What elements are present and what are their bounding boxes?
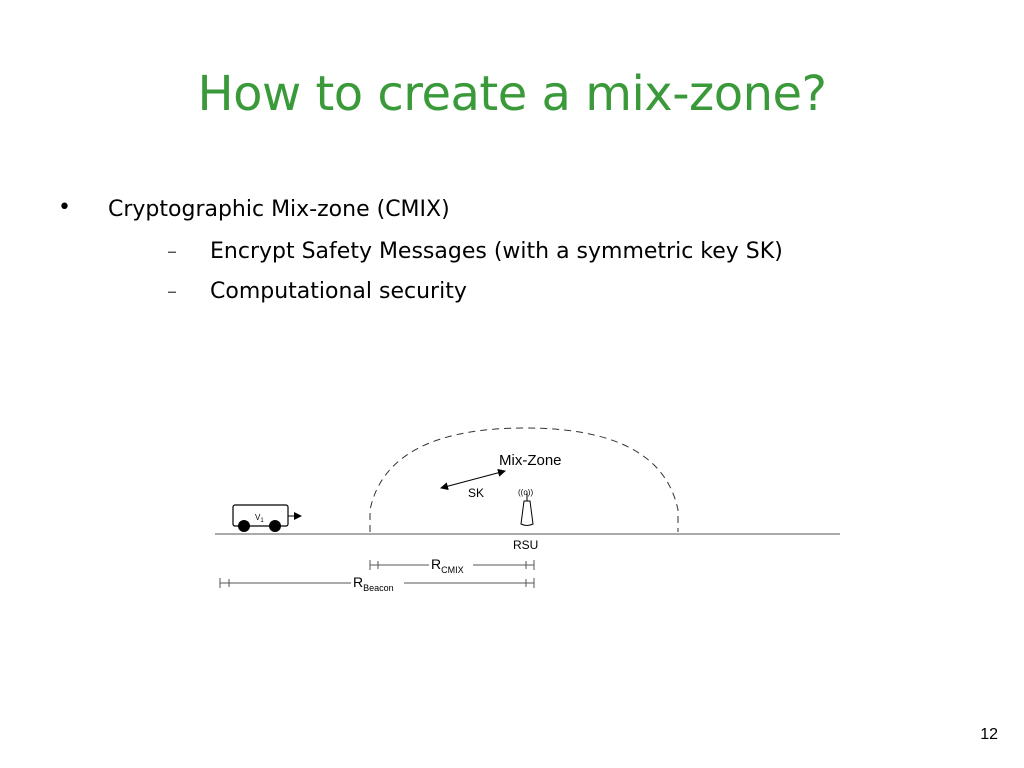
sub-bullet-marker: – — [167, 279, 177, 303]
rsu-signal-waves: ((o)) — [518, 488, 534, 497]
sub-bullet-marker: – — [167, 239, 177, 263]
mix-zone-label: Mix-Zone — [499, 452, 562, 469]
vehicle-icon — [233, 505, 301, 532]
bullet-marker: • — [58, 195, 71, 220]
r-beacon-label-base: R — [353, 574, 364, 590]
page-number: 12 — [980, 726, 998, 743]
vehicle-label-base: V — [255, 513, 261, 522]
bullet-cmix: Cryptographic Mix-zone (CMIX) — [108, 197, 450, 222]
r-cmix-label-sub: CMIX — [441, 565, 464, 575]
vehicle-label-sub: 1 — [260, 518, 264, 524]
slide-title: How to create a mix-zone? — [197, 66, 827, 122]
rsu-antenna-icon — [518, 488, 533, 526]
sk-label: SK — [468, 486, 485, 500]
sub-bullet-encrypt: Encrypt Safety Messages (with a symmetric key SK) — [210, 239, 783, 264]
r-beacon-label-sub: Beacon — [363, 583, 394, 593]
r-cmix-label-base: R — [431, 556, 442, 572]
sub-bullet-computational: Computational security — [210, 279, 467, 304]
rsu-label: RSU — [513, 538, 539, 552]
